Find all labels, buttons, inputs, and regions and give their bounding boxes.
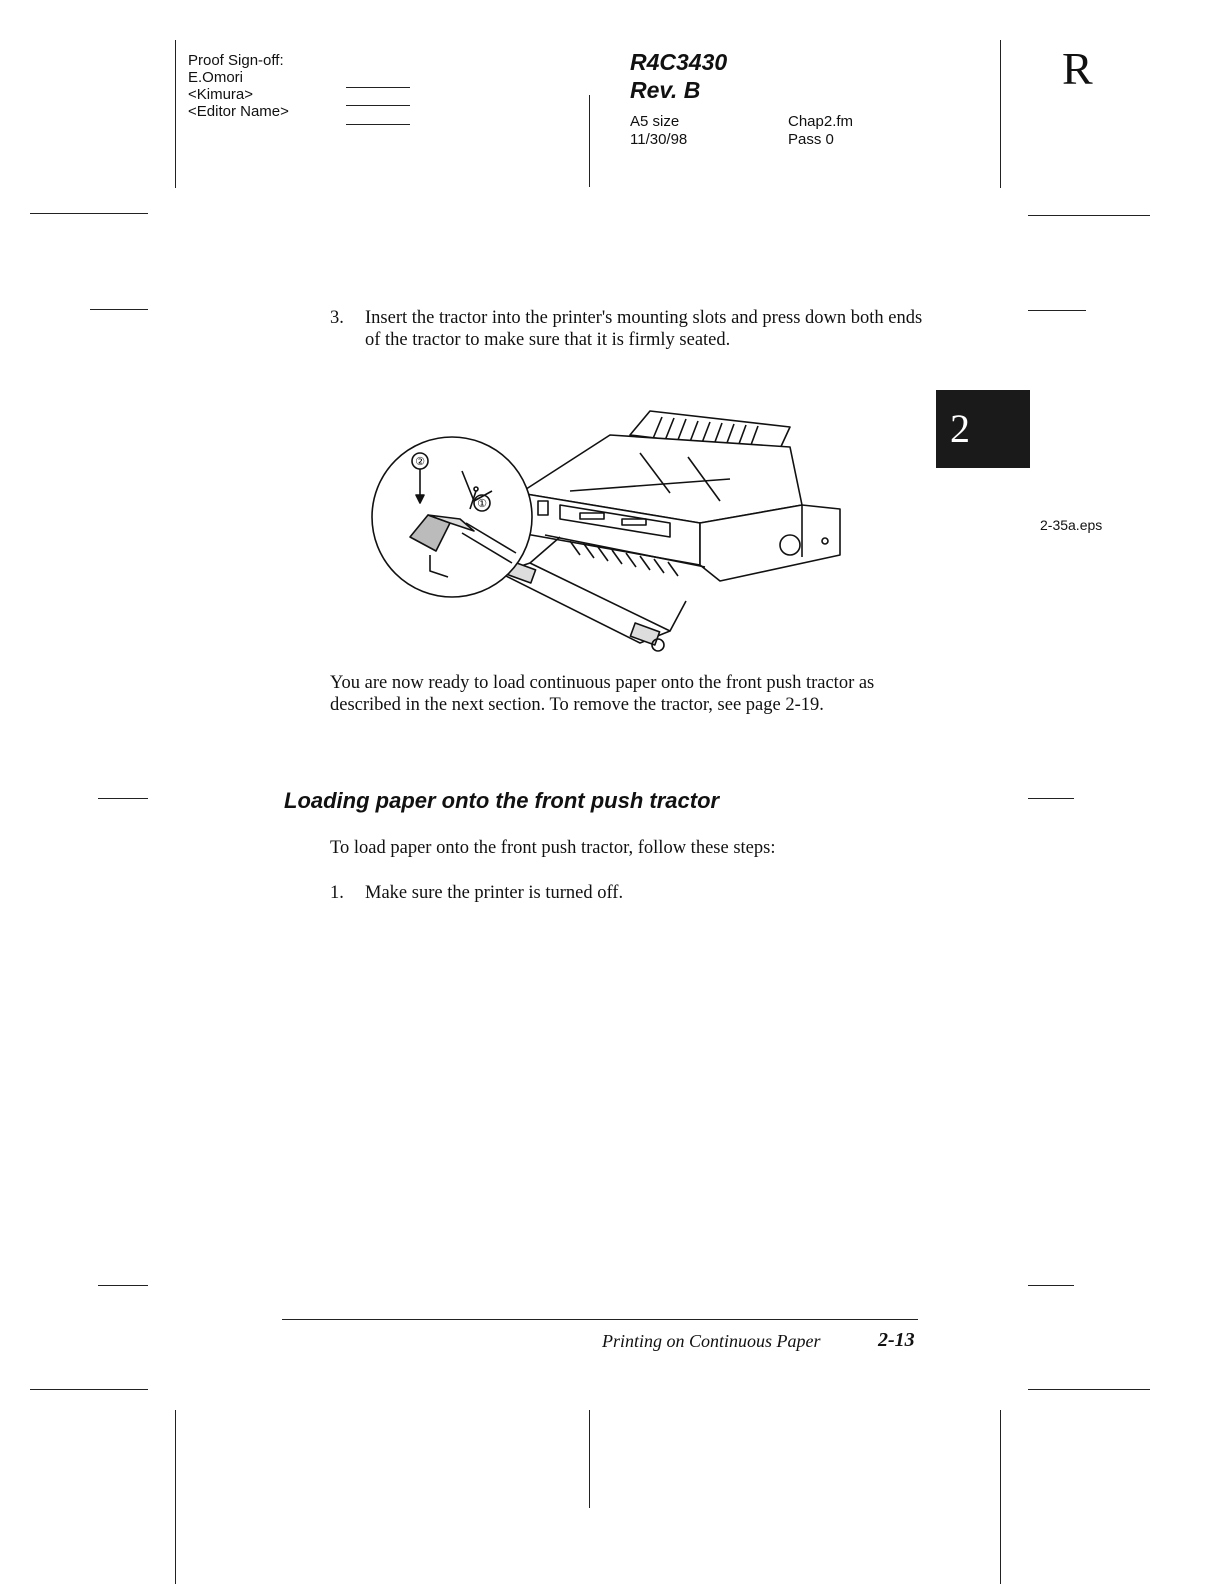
- document-id-block: [630, 48, 727, 104]
- signoff-name-2: <Kimura>: [188, 86, 254, 103]
- crop-mark: [30, 1389, 148, 1390]
- page-size: A5 size: [630, 113, 680, 130]
- section-heading: Loading paper onto the front push tractor: [284, 788, 720, 813]
- crop-mark: [98, 1285, 148, 1286]
- step-text: Insert the tractor into the printer's mounting slots and press down both ends of the tractor to make sure that it is firmly seated.: [365, 308, 923, 350]
- step-number: 3.: [330, 308, 344, 328]
- crop-mark: [98, 798, 148, 799]
- figure-filename: 2-35a.eps: [1040, 517, 1103, 533]
- crop-mark: [1028, 310, 1086, 311]
- crop-mark: [90, 309, 148, 310]
- crop-mark: [1000, 1410, 1001, 1584]
- document-id: R4C3430: [630, 49, 728, 75]
- crop-mark: [589, 1410, 590, 1508]
- meta-right: [788, 113, 853, 149]
- signoff-name-1: E.Omori: [188, 69, 244, 86]
- printer-illustration-svg: [370, 405, 850, 670]
- revision: Rev. B: [630, 77, 701, 103]
- printer-tractor-illustration: [370, 405, 850, 670]
- crop-mark: [175, 1410, 176, 1584]
- crop-mark: [1028, 1285, 1074, 1286]
- crop-mark: [1028, 1389, 1150, 1390]
- footer-rule: [282, 1319, 918, 1320]
- crop-mark: [1000, 40, 1001, 188]
- revision-letter: R: [1062, 43, 1093, 94]
- step-3: [330, 307, 930, 351]
- body-paragraph: You are now ready to load continuous paper onto the front push tractor as described in the next section. To remove the tractor, see page 2-19.: [330, 673, 875, 715]
- intro-text: To load paper onto the front push tractor, follow these steps:: [330, 838, 776, 858]
- page-number: 2-13: [878, 1329, 915, 1351]
- date: 11/30/98: [630, 131, 688, 148]
- signoff-name-3: <Editor Name>: [188, 103, 289, 120]
- step-number: 1.: [330, 883, 344, 903]
- crop-mark: [30, 213, 148, 214]
- signature-line: [346, 105, 410, 106]
- crop-mark: [589, 95, 590, 187]
- crop-mark: [1028, 215, 1150, 216]
- proof-signoff: [188, 52, 289, 120]
- crop-mark: [175, 40, 176, 188]
- proof-title: Proof Sign-off:: [188, 52, 284, 69]
- meta-left: [630, 113, 687, 149]
- callout-2: ②: [415, 455, 425, 468]
- step-1: [330, 883, 623, 904]
- callout-1: ①: [477, 497, 487, 510]
- crop-mark: [1028, 798, 1074, 799]
- chapter-tab: 2: [936, 390, 1030, 468]
- signature-line: [346, 87, 410, 88]
- signature-line: [346, 124, 410, 125]
- pass: Pass 0: [788, 131, 834, 148]
- file-name: Chap2.fm: [788, 113, 854, 130]
- step-text: Make sure the printer is turned off.: [365, 883, 624, 903]
- footer-chapter-title: Printing on Continuous Paper: [602, 1331, 821, 1351]
